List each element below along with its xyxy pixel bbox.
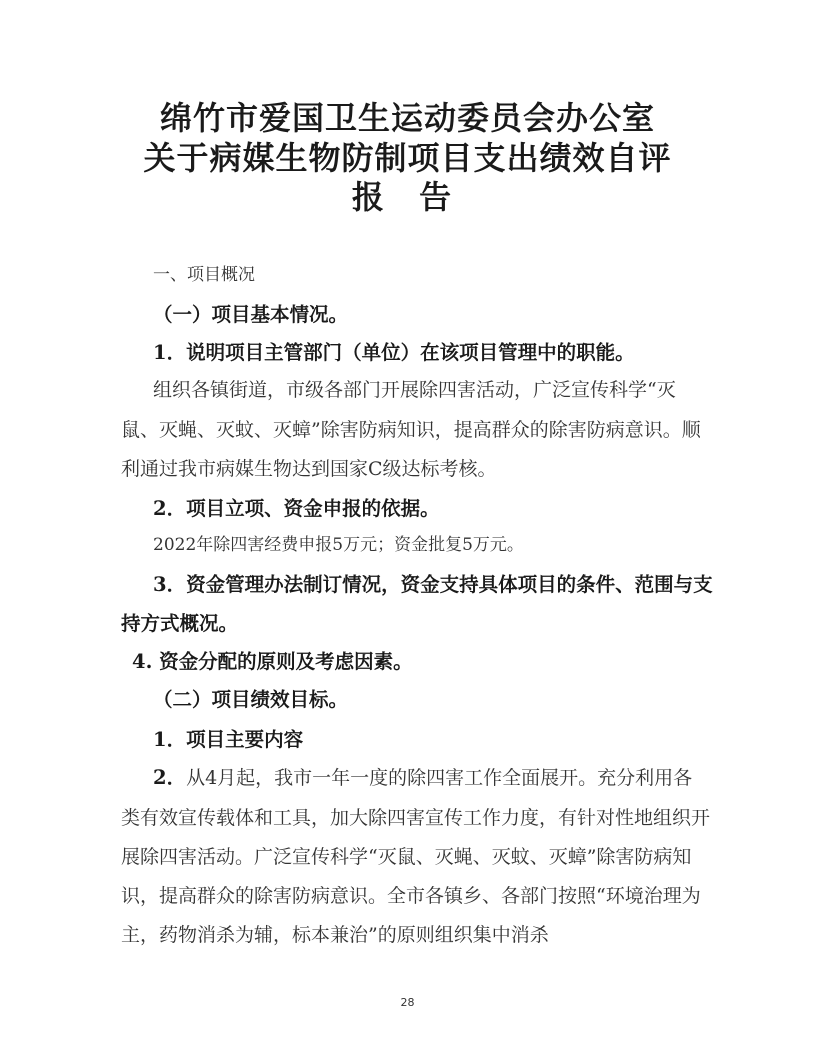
goal-2-body-line-5: 主，药物消杀为辅，标本兼治”的原则组织集中消杀 xyxy=(121,924,549,946)
goal-2-body-line-1: 从4月起，我市一年一度的除四害工作全面展开。充分利用各 xyxy=(186,767,693,789)
document-title-line-3: 报 告 xyxy=(351,178,464,216)
item-3-heading-line-2: 持方式概况。 xyxy=(121,612,239,635)
goal-2-number: 2． xyxy=(153,766,187,789)
goal-1-heading: 1．项目主要内容 xyxy=(153,728,304,751)
item-1-body-line-1: 组织各镇街道，市级各部门开展除四害活动，广泛宣传科学“灭 xyxy=(153,379,676,401)
document-title-line-1: 绵竹市爱国卫生运动委员会办公室 xyxy=(159,99,655,137)
item-3-heading-line-1: 3．资金管理办法制订情况，资金支持具体项目的条件、范围与支 xyxy=(153,573,713,596)
item-4-heading: 4. 资金分配的原则及考虑因素。 xyxy=(132,650,413,673)
document-title-line-2: 关于病媒生物防制项目支出绩效自评 xyxy=(143,139,672,177)
item-1-heading: 1．说明项目主管部门（单位）在该项目管理中的职能。 xyxy=(153,341,635,364)
goal-2-body-line-4: 识，提高群众的除害防病意识。全市各镇乡、各部门按照“环境治理为 xyxy=(121,885,701,907)
item-2-body: 2022年除四害经费申报5万元；资金批复5万元。 xyxy=(153,535,524,555)
section-heading-project-overview: 一、项目概况 xyxy=(153,265,255,285)
subsection-heading-basic-info: （一）项目基本情况。 xyxy=(153,303,349,326)
goal-2-body-line-3: 展除四害活动。广泛宣传科学“灭鼠、灭蝇、灭蚊、灭蟑”除害防病知 xyxy=(121,846,692,868)
item-1-body-line-3: 利通过我市病媒生物达到国家C级达标考核。 xyxy=(121,458,497,480)
page-number: 28 xyxy=(400,996,415,1009)
goal-2-body-line-2: 类有效宣传载体和工具，加大除四害宣传工作力度，有针对性地组织开 xyxy=(121,807,711,829)
item-1-body-line-2: 鼠、灭蝇、灭蚊、灭蟑”除害防病知识，提高群众的除害防病意识。顺 xyxy=(121,419,701,441)
goal-2-line-1 xyxy=(153,766,692,790)
subsection-heading-performance-goals: （二）项目绩效目标。 xyxy=(153,688,349,711)
item-2-heading: 2．项目立项、资金申报的依据。 xyxy=(153,497,440,520)
